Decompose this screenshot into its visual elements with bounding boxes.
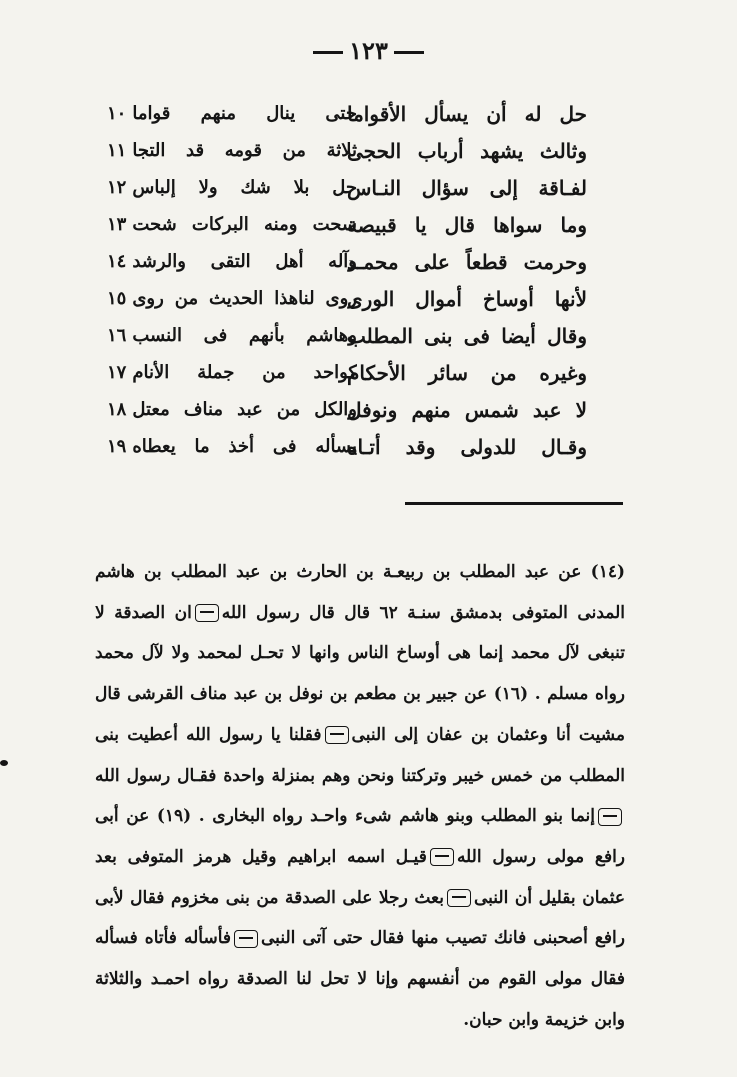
verse-number: ١٧: [107, 362, 127, 383]
verse-second-text: حل بلا شك ولا إلباس: [132, 177, 357, 198]
verse-first-hemistich: وقال أيضا فى بنى المطلب: [347, 324, 587, 348]
verse-line: [0, 207, 737, 243]
verse-second-hemistich: [107, 133, 357, 169]
verse-number: ١٨: [107, 399, 127, 420]
verse-line: [0, 318, 737, 354]
verse-first-hemistich: وغيره من سائر الأحكام: [347, 361, 587, 385]
verse-second-hemistich: [107, 96, 357, 132]
salawat-seal-icon: [234, 930, 258, 948]
verse-second-hemistich: [107, 207, 357, 243]
footnote-19-part-1: (١٩) عن أبى رافع مولى رسول الله: [95, 806, 625, 867]
header-dash-left: [313, 51, 343, 54]
verse-second-text: روى لناهذا الحديث من روى: [132, 288, 357, 309]
verse-second-hemistich: [107, 392, 357, 428]
verse-first-hemistich: وقـال للدولى وقد أتـاه: [347, 435, 587, 459]
footnote-16-part-1: (١٦) عن جبير بن مطعم بن نوفل بن عبد مناف القرشى قال مشيت أنا وعثمان بن عفان إلى النبى: [95, 684, 625, 745]
verse-first-hemistich: لفـاقة إلى سؤال النـاس: [347, 176, 587, 200]
verse-line: [0, 133, 737, 169]
verse-line: [0, 429, 737, 465]
verse-second-hemistich: [107, 244, 357, 280]
verse-number: ١٦: [107, 325, 127, 346]
verse-line: [0, 392, 737, 428]
verse-first-hemistich: وما سواها قال يا قبيصة: [347, 213, 587, 237]
verse-first-hemistich: حل له أن يسأل الأقواما: [347, 102, 587, 126]
verse-number: ١٩: [107, 436, 127, 457]
verse-second-text: كواحد من جملة الأنام: [132, 362, 357, 383]
salawat-seal-icon: [598, 808, 622, 826]
verse-line: [0, 170, 737, 206]
verse-first-hemistich: لا عبد شمس منهم ونوفل: [347, 398, 587, 422]
verse-line: [0, 355, 737, 391]
margin-mark: [0, 760, 8, 766]
verse-second-hemistich: [107, 355, 357, 391]
verse-second-text: ثلاثة من قومه قد التجا: [132, 140, 357, 161]
separator-rule: [405, 502, 623, 505]
verse-second-text: يسأله فى أخذ ما يعطاه: [132, 436, 357, 457]
header-dash-right: [394, 51, 424, 54]
verse-number: ١٠: [107, 103, 127, 124]
verse-number: ١١: [107, 140, 127, 161]
verse-line: [0, 244, 737, 280]
verse-number: ١٢: [107, 177, 127, 198]
verse-second-hemistich: [107, 170, 357, 206]
verse-first-hemistich: وثالث يشهد أرباب الحجى: [347, 139, 587, 163]
verse-first-hemistich: لأنها أوساخ أموال الورى: [347, 287, 587, 311]
verse-number: ١٣: [107, 214, 127, 235]
verse-first-hemistich: وحرمت قطعاً على محمـد: [347, 250, 587, 274]
footnote-14-part-1: (١٤) عن عبد المطلب بن ربيعـة بن الحارث بن عبد المطلب بن هاشم المدنى المتوفى بدمشق سنـة ٦٢ قال قال رسول الله: [95, 562, 625, 623]
footnote-16-part-2: فقلنا يا رسول الله أعطيت بنى المطلب من خمس خيبر وتركتنا ونحن وهم بمنزلة واحدة فقـال رسول الله: [95, 724, 625, 786]
footnotes: [95, 552, 625, 1040]
footnote-14-part-2: ان الصدقة لا تنبغى لآل محمد إنما هى أوساخ الناس وانها لا تحـل لمحمد ولا لآل محمد رواه مسلم .: [95, 602, 625, 705]
footnote-paragraph: [95, 552, 625, 1040]
salawat-seal-icon: [430, 848, 454, 866]
salawat-seal-icon: [325, 726, 349, 744]
verse-number: ١٤: [107, 251, 127, 272]
verse-line: [0, 281, 737, 317]
salawat-seal-icon: [447, 889, 471, 907]
verse-line: [0, 96, 737, 132]
salawat-seal-icon: [195, 604, 219, 622]
verse-second-hemistich: [107, 429, 357, 465]
page-number: [0, 36, 737, 66]
verse-second-hemistich: [107, 281, 357, 317]
verse-second-text: سحت ومنه البركات شحت: [132, 214, 357, 235]
footnote-19-part-3: بعث رجلا على الصدقة من بنى مخزوم فقال لأبى رافع أصحبنى فانك تصيب منها فقال حتى آتى النبى: [95, 887, 625, 949]
page-number-text: ١٢٣: [349, 36, 388, 65]
verse-second-text: وآله أهل التقى والرشد: [132, 251, 357, 272]
verse-second-text: حتى ينال منهم قواما: [132, 103, 357, 124]
verse-number: ١٥: [107, 288, 127, 309]
verse-second-text: والكل من عبد مناف معتل: [132, 399, 357, 420]
verse-second-hemistich: [107, 318, 357, 354]
verse-second-text: وهاشم بأنهم فى النسب: [132, 325, 357, 346]
footnote-19-part-4: فأسأله فأتاه فسأله فقال مولى القوم من أنفسهم وإنا لا تحل لنا الصدقة رواه احمـد والثلاثة وابن خزيمة وابن حبان.: [95, 928, 625, 1030]
footnote-19-part-2: قيـل اسمه ابراهيم وقيل هرمز المتوفى بعد عثمان بقليل أن النبى: [95, 846, 625, 908]
footnote-16-part-3: إنما بنو المطلب وبنو هاشم شىء واحـد رواه البخارى .: [198, 806, 596, 827]
